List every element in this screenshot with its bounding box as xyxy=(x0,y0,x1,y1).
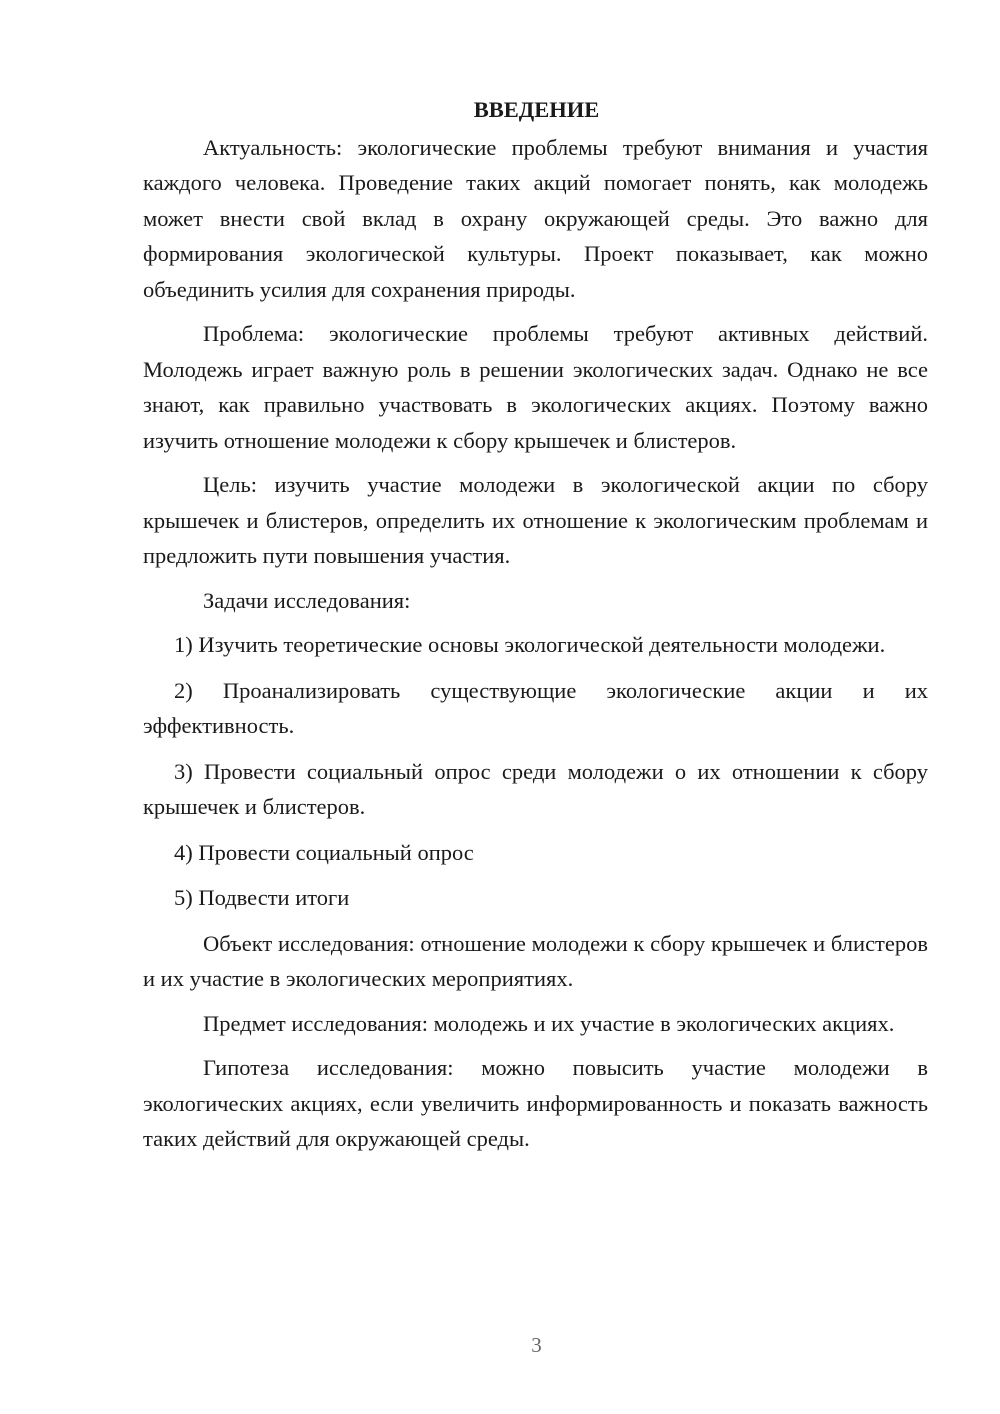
subject-paragraph: Предмет исследования: молодежь и их участие в экологических акциях. xyxy=(203,1010,895,1036)
page-number: 3 xyxy=(531,1333,542,1357)
tasks-heading: Задачи исследования: xyxy=(203,587,411,613)
relevance-paragraph: Актуальность: экологические проблемы требуют внимания и участия каждого человека. Проведение таких акций помогает понять, как молодежь может внести свой вклад в охрану окружающей среды. Это важно для формирования экологической культуры. Проект показывает, как можно объединить усилия для сохранения природы. xyxy=(143,134,928,302)
task-item: 2) Проанализировать существующие экологические акции и их эффективность. xyxy=(143,677,928,738)
problem-paragraph: Проблема: экологические проблемы требуют активных действий. Молодежь играет важную роль в решении экологических задач. Однако не все знают, как правильно участвовать в экологических акциях. Поэтому важно изучить отношение молодежи к сбору крышечек и блистеров. xyxy=(143,321,928,453)
task-item: 3) Провести социальный опрос среди молодежи о их отношении к сбору крышечек и блистеров. xyxy=(143,758,928,819)
hypothesis-paragraph: Гипотеза исследования: можно повысить участие молодежи в экологических акциях, если увеличить информированность и показать важность таких действий для окружающей среды. xyxy=(143,1055,928,1151)
task-item: 1) Изучить теоретические основы экологической деятельности молодежи. xyxy=(174,632,886,657)
document-page xyxy=(143,92,928,1166)
goal-paragraph: Цель: изучить участие молодежи в экологической акции по сбору крышечек и блистеров, определить их отношение к экологическим проблемам и предложить пути повышения участия. xyxy=(143,472,928,568)
task-item: 4) Провести социальный опрос xyxy=(174,839,474,865)
object-paragraph: Объект исследования: отношение молодежи к сбору крышечек и блистеров и их участие в экологических мероприятиях. xyxy=(143,930,928,991)
task-item: 5) Подвести итоги xyxy=(174,885,350,910)
page-title: ВВЕДЕНИЕ xyxy=(473,97,600,122)
